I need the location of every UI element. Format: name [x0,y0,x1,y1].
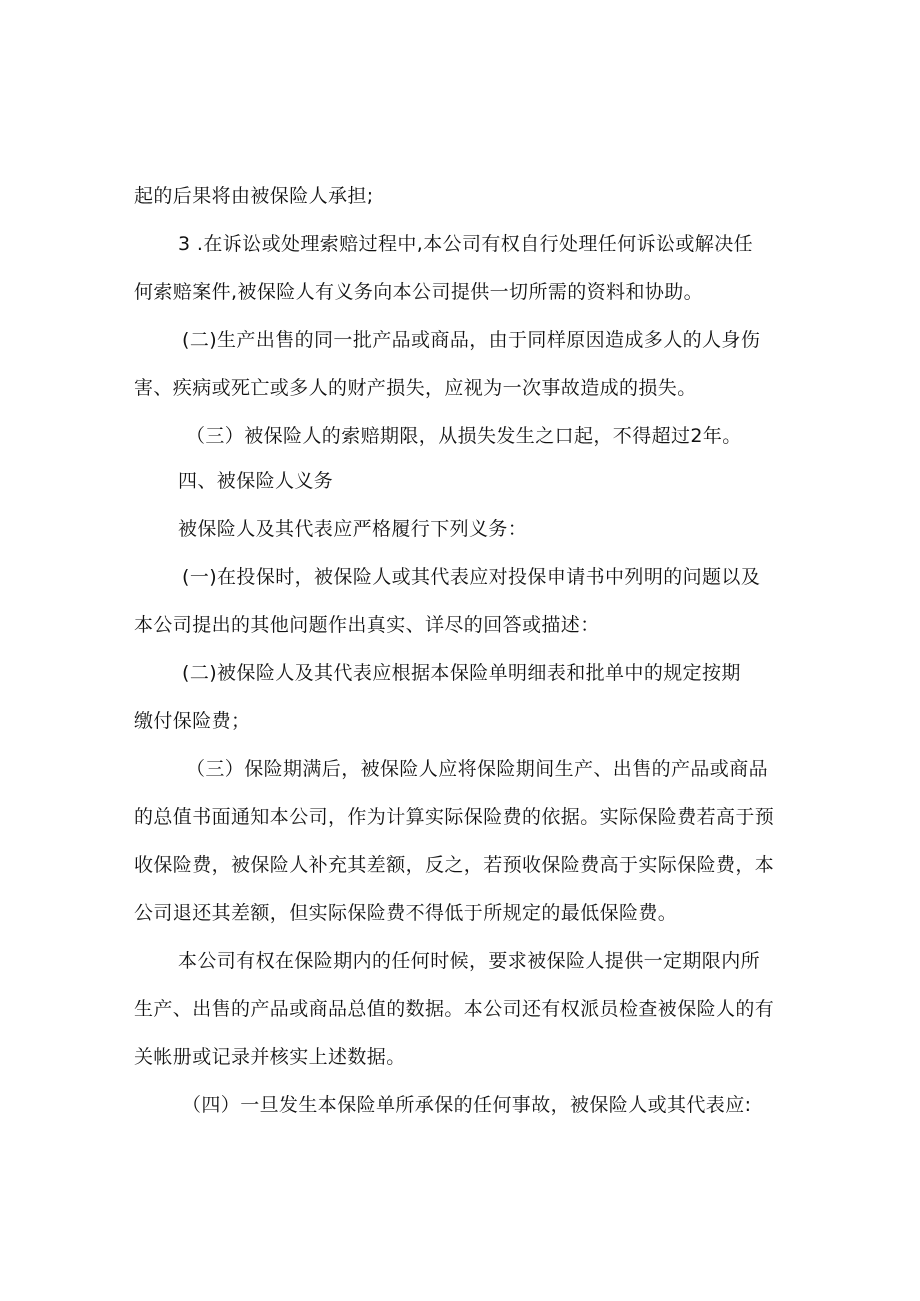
text-line: 的总值书面通知本公司，作为计算实际保险费的依据。实际保险费若高于预 [134,806,775,828]
text-line: 公司退还其差额，但实际保险费不得低于所规定的最低保险费。 [134,902,678,924]
text-line: 3 .在诉讼或处理索赔过程中,本公司有权自行处理任何诉讼或解决任 [178,233,754,255]
section-heading: 四、被保险人义务 [178,470,334,492]
text-line: 生产、出售的产品或商品总值的数据。本公司还有权派员检查被保险人的有 [134,998,775,1020]
text-line: 关帐册或记录并核实上述数据。 [134,1046,406,1068]
text-line: 本公司有权在保险期内的任何时候，要求被保险人提供一定期限内所 [178,950,761,972]
text-line: 害、疾病或死亡或多人的财产损失，应视为一次事故造成的损失。 [134,377,697,399]
text-line: （三）被保险人的索赔期限，从损失发生之口起，不得超过2年。 [186,425,742,447]
text-line: 本公司提出的其他问题作出真实、详尽的回答或描述： [134,614,600,636]
text-line: (二)生产出售的同一批产品或商品，由于同样原因造成多人的人身伤 [182,329,761,351]
text-line: (一)在投保时，被保险人或其代表应对投保申请书中列明的问题以及 [182,566,761,588]
text-line: （三）保险期满后，被保险人应将保险期间生产、出售的产品或商品 [186,758,769,780]
text-line: （四）一旦发生本保险单所承保的任何事故，被保险人或其代表应: [182,1094,752,1116]
text-line: 起的后果将由被保险人承担; [134,185,374,207]
text-line: (二)被保险人及其代表应根据本保险单明细表和批单中的规定按期 [182,662,741,684]
text-line: 缴付保险费； [134,710,251,732]
text-line: 收保险费，被保险人补充其差额，反之，若预收保险费高于实际保险费，本 [134,854,775,876]
text-line: 被保险人及其代表应严格履行下列义务： [178,518,528,540]
text-line: 何索赔案件,被保险人有义务向本公司提供一切所需的资料和协助。 [134,281,704,303]
